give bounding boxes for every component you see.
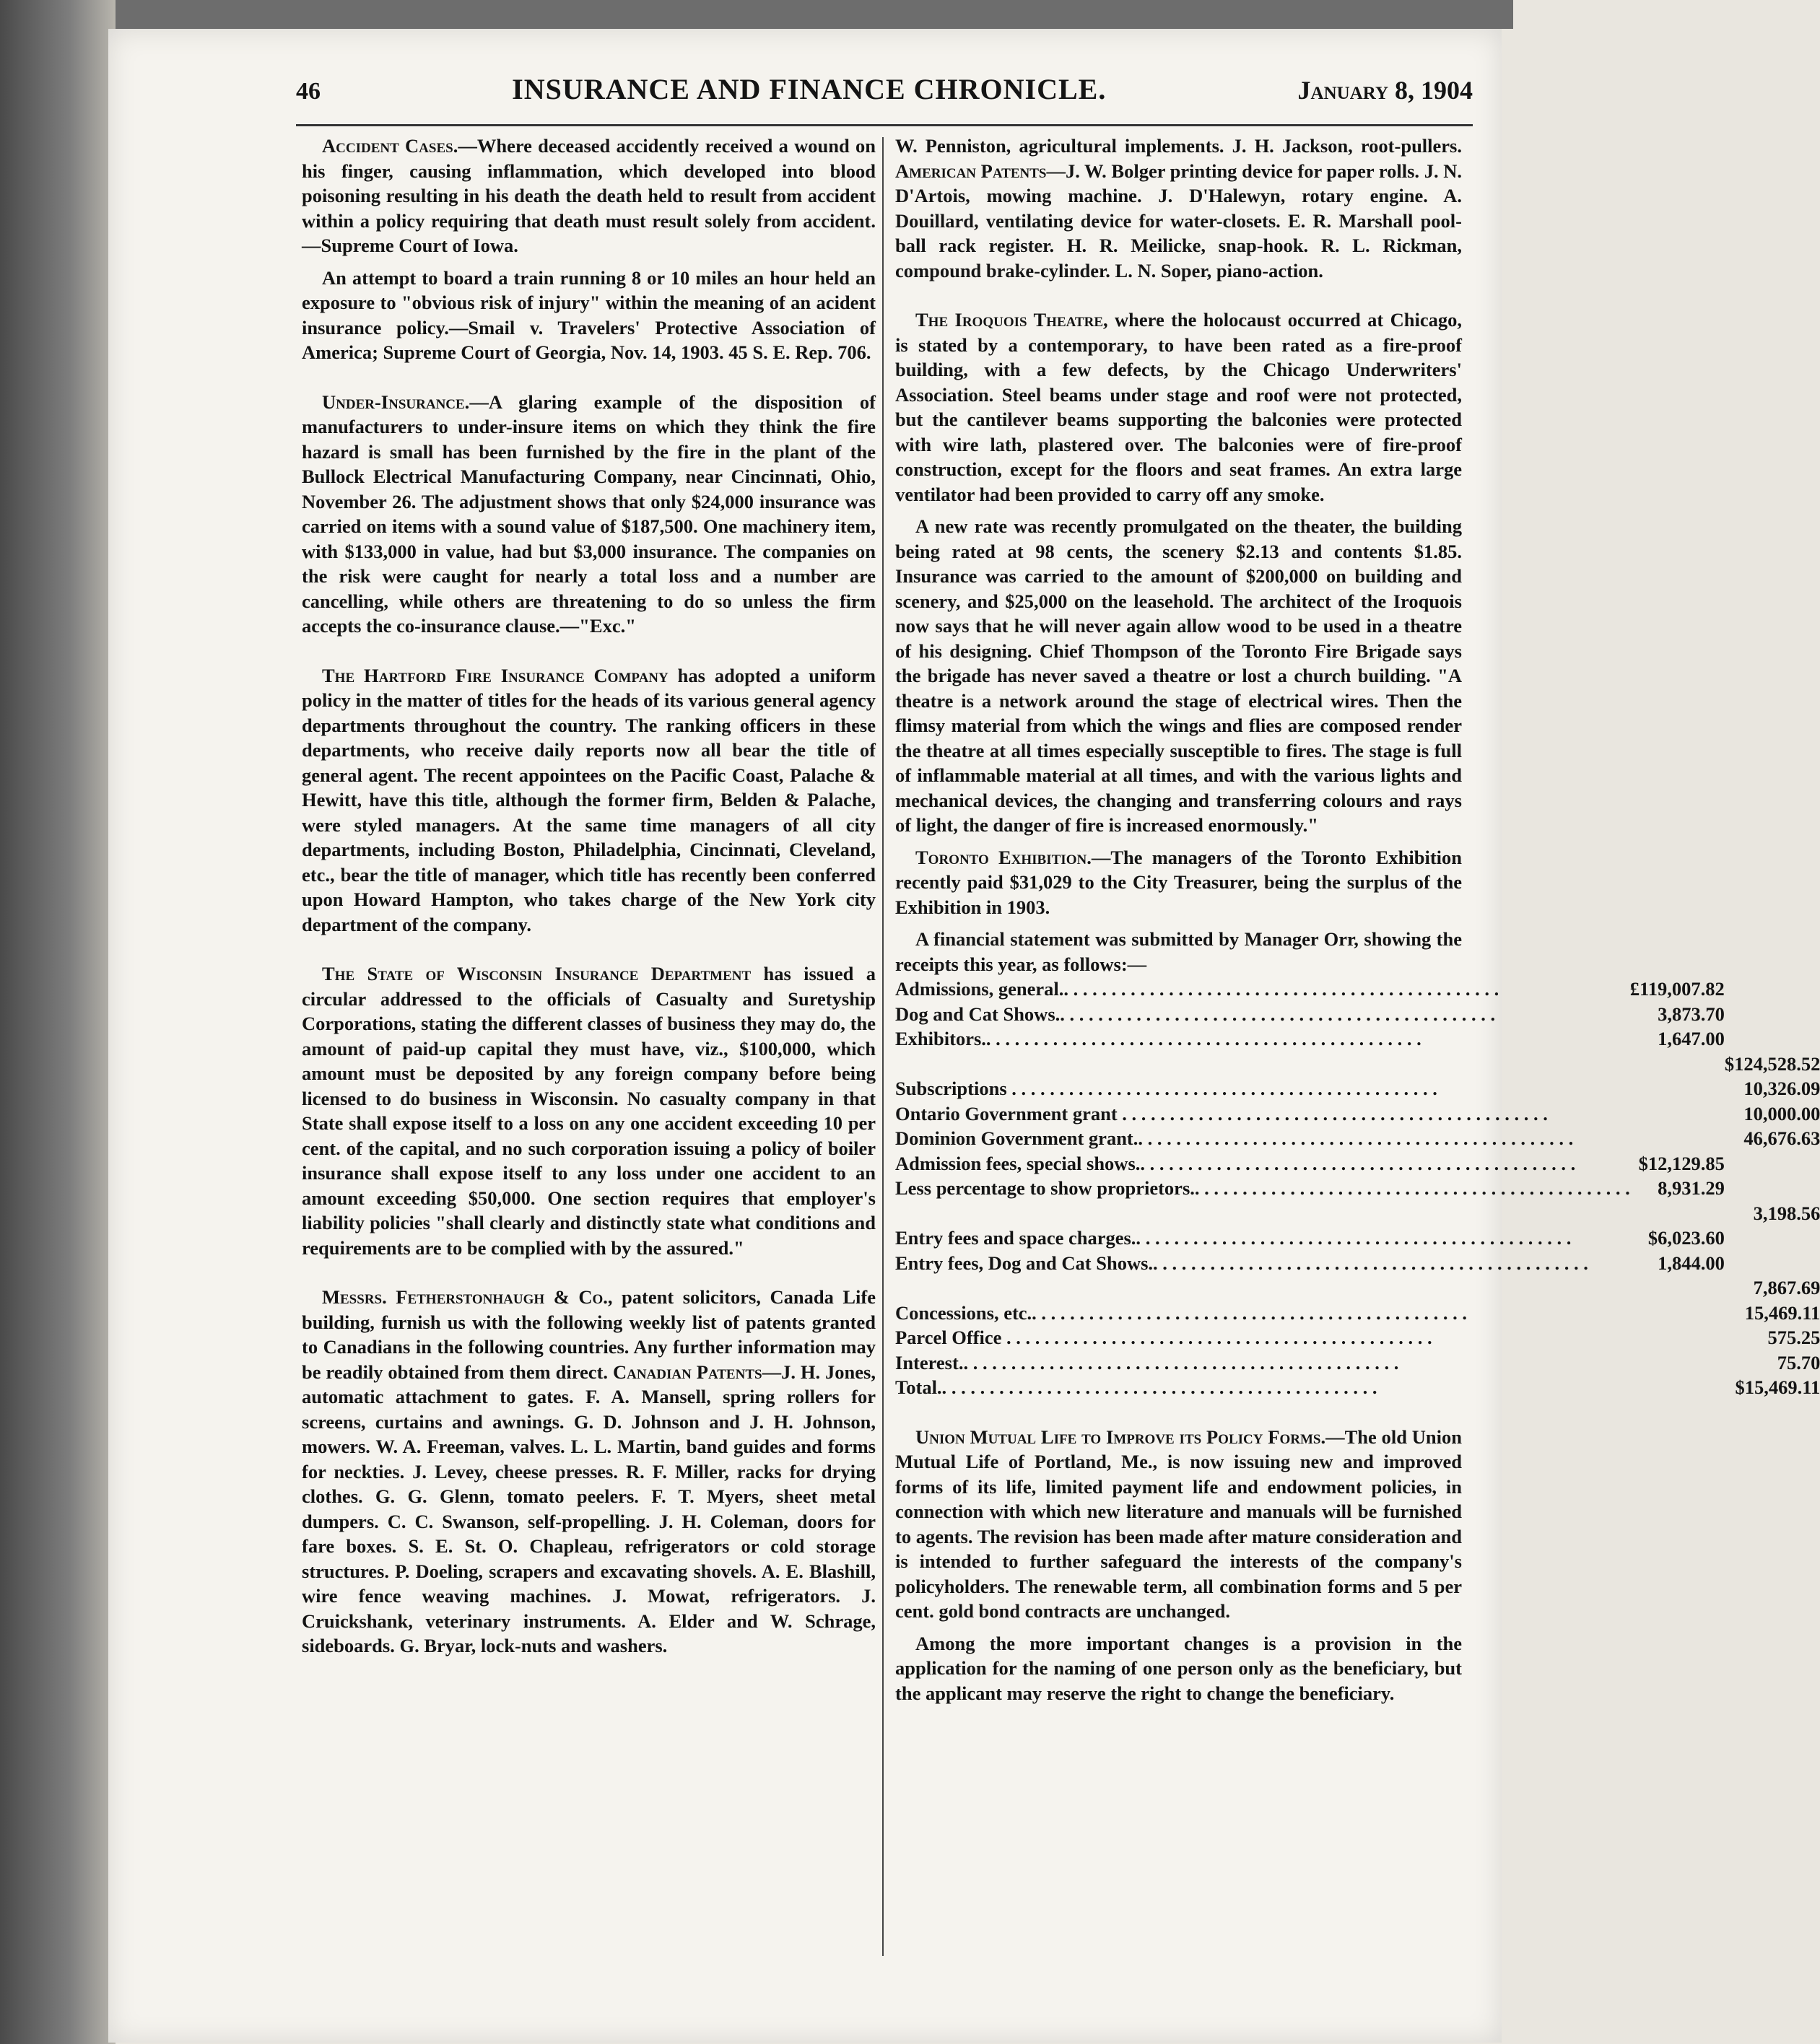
article-heading: Under-Insurance. bbox=[322, 390, 470, 413]
row-label bbox=[895, 1076, 1630, 1101]
page-header bbox=[296, 72, 1473, 115]
table-row bbox=[895, 1126, 1820, 1151]
row-label-text: Ontario Government grant bbox=[895, 1102, 1118, 1124]
article-body: —The managers of the Toronto Exhibition recently paid $31,029 to the City Treasurer, being the surplus of the Exhibition in 1903. bbox=[895, 846, 1462, 918]
table-row bbox=[895, 1052, 1820, 1077]
row-amount: 10,000.00 bbox=[1743, 1102, 1820, 1124]
article-paragraph: Among the more important changes is a provision in the application for the naming of one person only as the beneficiary, but the applicant may reserve the right to change the beneficiary. bbox=[895, 1632, 1462, 1704]
row-label bbox=[895, 1002, 1630, 1027]
row-amount: $124,528.52 bbox=[1724, 1052, 1820, 1075]
row-subamount: 3,873.70 bbox=[1658, 1003, 1725, 1025]
row-label-text: Exhibitors.. bbox=[895, 1028, 991, 1049]
table-row bbox=[895, 1151, 1820, 1176]
row-label-text: Total.. bbox=[895, 1376, 947, 1398]
article-body: —Where deceased accidently received a wound on his finger, causing inflammation, which developed into blood poisoning resulting in his death the death held to result from accident within a policy requiring that death must result solely from accident.—Supreme Court of Iowa. bbox=[302, 135, 876, 256]
article-body: , patent solicitors, Canada Life building, furnish us with the following weekly list of patents granted to Canadians in the following countries. Any further information may be readily obtained from them direct. bbox=[302, 1286, 876, 1383]
book-spine bbox=[0, 0, 116, 2044]
row-subamount bbox=[1630, 1101, 1725, 1127]
scan-top-edge bbox=[108, 0, 1513, 29]
row-subamount bbox=[1630, 1275, 1725, 1301]
article-paragraph: An attempt to board a train running 8 or 10 miles an hour held an exposure to "obvious risk of injury" within the meaning of an acident insurance policy.—Smail v. Travelers' Protective Association of America; Supreme Court of Georgia, Nov. 14, 1903. 45 S. E. Rep. 706. bbox=[302, 266, 876, 363]
table-row bbox=[895, 1002, 1820, 1027]
article-toronto-exhibition bbox=[895, 845, 1462, 920]
row-amount bbox=[1725, 977, 1820, 1002]
row-subamount: 8,931.29 bbox=[1658, 1177, 1725, 1199]
subheading-american-patents: American Patents bbox=[895, 160, 1047, 182]
row-amount bbox=[1725, 1251, 1820, 1276]
article-heading: Accident Cases. bbox=[322, 135, 458, 157]
article-body: —J. W. Bolger printing device for paper rolls. J. N. D'Artois, mowing machine. J. D'Halewyn, rotary engine. A. Douillard, ventilating device for water-closets. E. R. Marshall pool-ball rack register. H. R. Meilicke, snap-hook. R. L. Rickman, compound brake-cylinder. L. N. Soper, piano-action. bbox=[895, 160, 1463, 281]
row-subamount bbox=[1630, 1325, 1725, 1350]
row-subamount bbox=[1630, 1201, 1725, 1226]
table-row bbox=[895, 1375, 1820, 1400]
table-row bbox=[895, 1201, 1820, 1226]
row-subamount bbox=[1630, 1076, 1725, 1101]
article-heading: The Iroquois Theatre, bbox=[915, 309, 1108, 331]
row-label bbox=[895, 1101, 1630, 1127]
article-under-insurance bbox=[302, 390, 876, 639]
patents-continued bbox=[895, 134, 1462, 283]
article-patents bbox=[302, 1285, 876, 1659]
row-label-text: Subscriptions bbox=[895, 1078, 1007, 1099]
row-label bbox=[895, 1026, 1630, 1052]
table-row bbox=[895, 1251, 1820, 1276]
financial-statement-table bbox=[895, 977, 1820, 1400]
article-heading: The Hartford Fire Insurance Company bbox=[322, 664, 669, 686]
row-amount: $15,469.11 bbox=[1735, 1376, 1820, 1398]
article-body: —The old Union Mutual Life of Portland, Me., is now issuing new and improved forms of its life, limited payment life and endowment policies, in connection with which new literature and manuals will be furnished to agents. The revision has been made after mature consideration and is intended to further safeguard the interests of the company's policyholders. The renewable term, all combination forms and 5 per cent. gold bond contracts are unchanged. bbox=[895, 1425, 1462, 1622]
row-label bbox=[895, 1350, 1630, 1376]
table-row bbox=[895, 1325, 1820, 1350]
article-body: —J. H. Jones, automatic attachment to gates. F. A. Mansell, spring rollers for screens, curtains and awnings. G. D. Johnson and J. H. Johnson, mowers. W. A. Freeman, valves. L. L. Martin, band guides and forms for neckties. J. Levey, cheese presses. R. F. Miller, racks for drying clothes. G. G. Glenn, tomato peelers. F. T. Myers, sheet metal dumpers. C. C. Swanson, self-propelling. J. H. Coleman, doors for fare boxes. S. E. St. O. Chapleau, refrigerators or cold storage structures. P. Doeling, scrapers and excavating shovels. A. E. Blashill, wire fence weaving machines. J. Mowat, refrigerators. J. Cruickshank, veterinary instruments. A. Elder and W. Schrage, sideboards. G. Bryar, lock-nuts and washers. bbox=[302, 1361, 876, 1656]
article-body: has issued a circular addressed to the officials of Casualty and Suretyship Corporations, stating the different classes of business they may do, the amount of paid-up capital they must have, viz., $100,000, which amount must be deposited by any foreign company before being licensed to do business in Wisconsin. No casualty company in that State shall expose itself to a loss on any one accident exceeding 10 per cent. of the capital, and no such corporation issuing a policy of boiler insurance shall expose itself to any loss under one accident to an amount exceeding $50,000. One section requires that employer's liability policies "shall clearly and distinctly state what conditions and requirements are to be complied with by the assured." bbox=[302, 963, 876, 1259]
row-amount bbox=[1725, 1151, 1820, 1176]
row-label bbox=[895, 1201, 1630, 1226]
article-iroquois bbox=[895, 307, 1462, 507]
row-subamount bbox=[1630, 1350, 1725, 1376]
table-row bbox=[895, 1226, 1820, 1251]
row-amount bbox=[1725, 1002, 1820, 1027]
row-label-text: Entry fees and space charges.. bbox=[895, 1227, 1141, 1249]
row-label bbox=[895, 1375, 1630, 1400]
row-subamount bbox=[1630, 1301, 1725, 1326]
statement-intro: A financial statement was submitted by Manager Orr, showing the receipts this year, as follows:— bbox=[895, 928, 1462, 975]
article-wisconsin bbox=[302, 961, 876, 1260]
row-label bbox=[895, 1176, 1630, 1201]
row-label bbox=[895, 1151, 1630, 1176]
table-row bbox=[895, 977, 1820, 1002]
row-label bbox=[895, 977, 1630, 1002]
right-column bbox=[895, 134, 1820, 1713]
row-label bbox=[895, 1325, 1630, 1350]
article-paragraph: A new rate was recently promulgated on the theater, the building being rated at 98 cents, the scenery $2.13 and contents $1.85. Insurance was carried to the amount of $200,000 on building and scenery, and $25,000 on the leasehold. The architect of the Iroquois now says that he will never again allow wood to be used in a theatre of his designing. Chief Thompson of the Toronto Fire Brigade says the brigade has never saved a theatre or lost a church building. "A theatre is a network around the stage of electrical wires. Then the flimsy material from which the wings and flies are composed render the theatre at all times especially susceptible to fires. The stage is full of inflammable material at all times, and with the various lights and mechanical devices, the changing and transferring colours and rays of light, the danger of fire is increased enormously." bbox=[895, 515, 1462, 836]
row-subamount bbox=[1630, 1052, 1725, 1077]
table-row bbox=[895, 1350, 1820, 1376]
table-row bbox=[895, 1301, 1820, 1326]
row-label-text: Concessions, etc.. bbox=[895, 1301, 1037, 1324]
row-amount: 10,326.09 bbox=[1743, 1078, 1820, 1099]
article-heading: The State of Wisconsin Insurance Department bbox=[322, 963, 752, 984]
row-subamount bbox=[1630, 1126, 1725, 1151]
row-subamount: $12,129.85 bbox=[1638, 1152, 1725, 1174]
row-amount: 7,867.69 bbox=[1753, 1277, 1820, 1298]
row-amount bbox=[1725, 1176, 1820, 1201]
header-rule bbox=[296, 124, 1473, 126]
row-label-text: Parcel Office bbox=[895, 1327, 1002, 1348]
article-hartford bbox=[302, 663, 876, 938]
row-label bbox=[895, 1126, 1630, 1151]
row-label-text: Less percentage to show proprietors.. bbox=[895, 1177, 1200, 1199]
column-divider bbox=[882, 137, 884, 1956]
publication-title: INSURANCE AND FINANCE CHRONICLE. bbox=[512, 73, 1107, 105]
row-amount: 46,676.63 bbox=[1743, 1127, 1820, 1149]
page-number: 46 bbox=[296, 78, 321, 105]
row-amount bbox=[1725, 1026, 1820, 1052]
row-label bbox=[895, 1226, 1630, 1251]
table-row bbox=[895, 1076, 1820, 1101]
row-subamount: $6,023.60 bbox=[1647, 1227, 1725, 1249]
article-heading: Messrs. Fetherstonhaugh & Co. bbox=[322, 1286, 608, 1308]
row-label bbox=[895, 1052, 1630, 1077]
row-label-text: Dog and Cat Shows.. bbox=[895, 1003, 1065, 1025]
row-amount bbox=[1725, 1226, 1820, 1251]
table-row bbox=[895, 1275, 1820, 1301]
issue-date: January 8, 1904 bbox=[1297, 76, 1473, 105]
row-label bbox=[895, 1301, 1630, 1326]
row-amount: 15,469.11 bbox=[1744, 1301, 1820, 1324]
subheading-canadian-patents: Canadian Patents bbox=[612, 1361, 762, 1383]
article-heading: Toronto Exhibition. bbox=[915, 846, 1092, 868]
row-label bbox=[895, 1251, 1630, 1276]
row-label-text: Entry fees, Dog and Cat Shows.. bbox=[895, 1252, 1158, 1274]
table-row bbox=[895, 1176, 1820, 1201]
article-heading: Union Mutual Life to Improve its Policy Forms. bbox=[915, 1425, 1326, 1448]
row-amount: 575.25 bbox=[1767, 1327, 1820, 1348]
row-amount: 75.70 bbox=[1777, 1351, 1820, 1373]
article-body: has adopted a uniform policy in the matter of titles for the heads of its various general agency departments throughout the country. The ranking officers in these departments, who receive daily reports now all bear the title of general agent. The recent appointees on the Pacific Coast, Palache & Hewitt, have this title, although the former firm, Belden & Palache, were styled managers. At the same time managers of all city departments, including Boston, Philadelphia, Cincinnati, Cleveland, etc., bear the title of manager, which title has recently been conferred upon Howard Hampton, who takes charge of the New York city department of the company. bbox=[302, 664, 876, 935]
row-label-text: Dominion Government grant.. bbox=[895, 1127, 1144, 1149]
row-subamount bbox=[1630, 1375, 1725, 1400]
left-column bbox=[302, 134, 876, 1666]
row-label bbox=[895, 1275, 1630, 1301]
row-subamount: 1,647.00 bbox=[1658, 1028, 1725, 1049]
article-union-mutual bbox=[895, 1425, 1462, 1624]
row-subamount: £119,007.82 bbox=[1629, 978, 1725, 1000]
row-subamount: 1,844.00 bbox=[1658, 1252, 1725, 1274]
article-body: where the holocaust occurred at Chicago, is stated by a contemporary, to have been rated as a fire-proof building, with a few defects, by the Chicago Underwriters' Association. Steel beams under stage and roof were not protected, but the cantilever beams supporting the balconies were protected with wire lath, plastered over. The balconies were of fire-proof construction, except for the floors and seat frames. An extra large ventilator had been provided to carry off any smoke. bbox=[895, 309, 1462, 505]
table-row bbox=[895, 1101, 1820, 1127]
article-accident-cases bbox=[302, 134, 876, 258]
article-body: W. Penniston, agricultural implements. J. H. Jackson, root-pullers. bbox=[895, 135, 1462, 157]
row-label-text: Admissions, general.. bbox=[895, 978, 1068, 1000]
row-label-text: Interest.. bbox=[895, 1351, 969, 1373]
row-label-text: Admission fees, special shows.. bbox=[895, 1152, 1146, 1174]
article-body: —A glaring example of the disposition of manufacturers to under-insure items on which they think the fire hazard is small has been furnished by the fire in the plant of the Bullock Electrical Manufacturing Company, near Cincinnati, Ohio, November 26. The adjustment shows that only $24,000 insurance was carried on items with a sound value of $187,500. One machinery item, with $133,000 in value, had but $3,000 insurance. The companies on the risk were caught for nearly a total loss and a number are cancelling, while others are threatening to do so unless the firm accepts the co-insurance clause.—"Exc." bbox=[302, 390, 876, 637]
row-amount: 3,198.56 bbox=[1753, 1202, 1820, 1224]
table-row bbox=[895, 1026, 1820, 1052]
